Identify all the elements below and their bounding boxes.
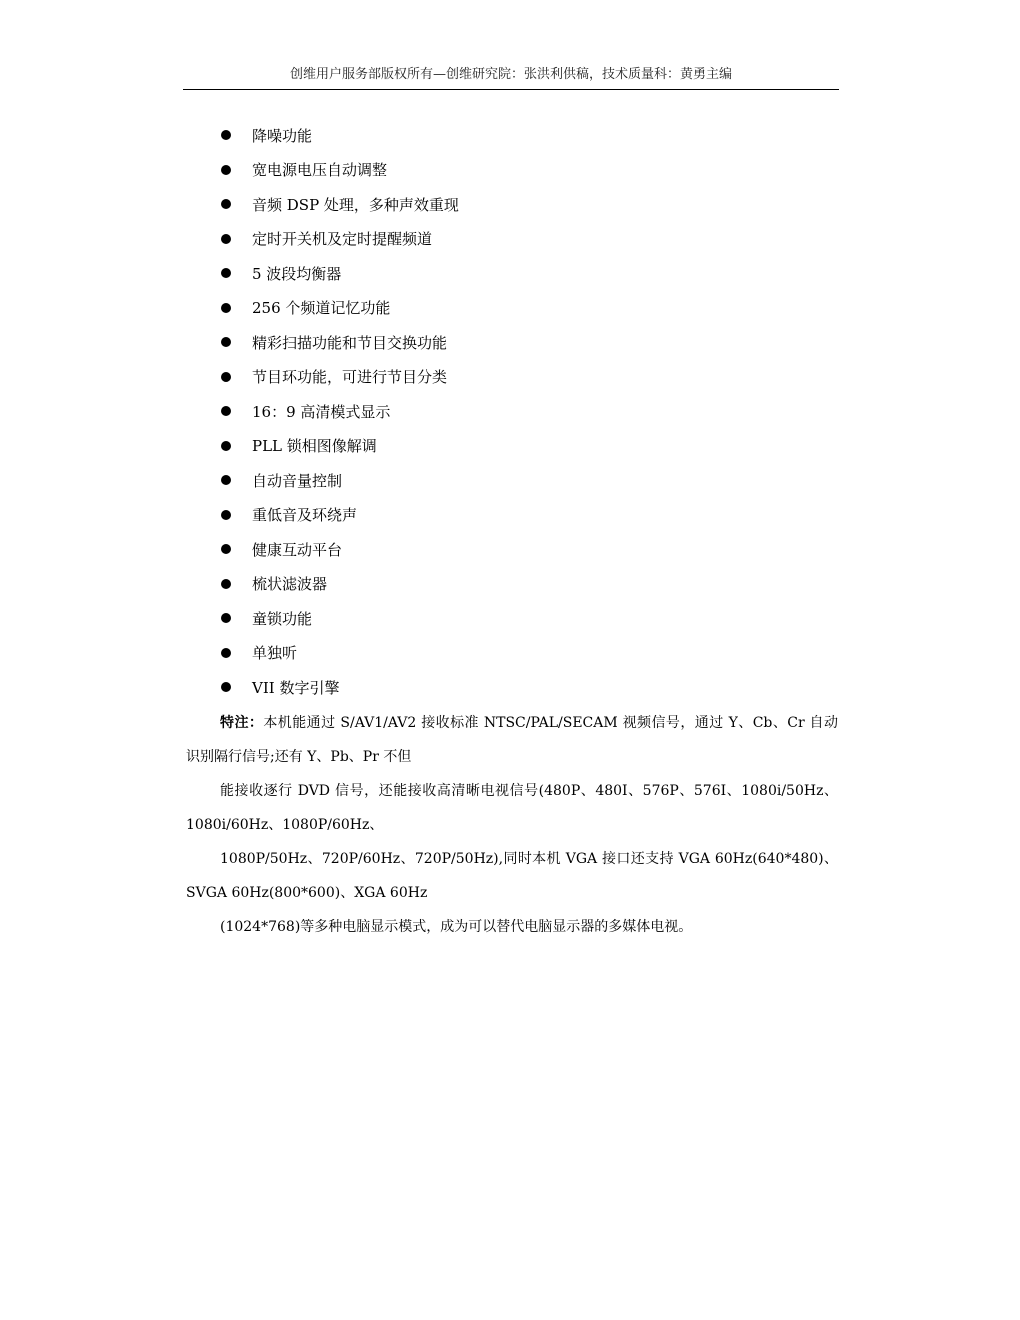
- feature-label: 自动音量控制: [252, 471, 343, 490]
- feature-label: 精彩扫描功能和节目交换功能: [252, 333, 448, 352]
- page-header: [183, 66, 839, 90]
- feature-label: 256 个频道记忆功能: [252, 299, 391, 318]
- list-item: [219, 360, 459, 395]
- note-paragraph: 能接收逐行 DVD 信号，还能接收高清晰电视信号(480P、480I、576P、576I、1080i/50Hz、1080i/60Hz、1080P/60Hz、: [186, 783, 838, 833]
- feature-label: 降噪功能: [252, 126, 313, 145]
- list-item: [219, 291, 459, 326]
- bullet-icon: [221, 544, 231, 554]
- bullet-icon: [221, 337, 231, 347]
- feature-label: 定时开关机及定时提醒频道: [252, 230, 433, 249]
- bullet-icon: [221, 268, 231, 278]
- list-item: [219, 153, 459, 188]
- feature-label: 健康互动平台: [252, 540, 343, 559]
- note-label: 特注：: [220, 715, 264, 731]
- feature-label: 节目环功能，可进行节目分类: [252, 368, 448, 387]
- feature-label: 梳状滤波器: [252, 575, 328, 594]
- bullet-icon: [221, 199, 231, 209]
- bullet-icon: [221, 579, 231, 589]
- special-note: [186, 706, 838, 944]
- list-item: [219, 670, 459, 705]
- note-paragraph: [186, 706, 838, 774]
- note-text: 本机能通过 S/AV1/AV2 接收标准 NTSC/PAL/SECAM 视频信号，通过 Y、Cb、Cr 自动识别隔行信号;还有 Y、Pb、Pr 不但: [186, 715, 838, 765]
- bullet-icon: [221, 303, 231, 313]
- note-paragraph: 1080P/50Hz、720P/60Hz、720P/50Hz),同时本机 VGA 接口还支持 VGA 60Hz(640*480)、SVGA 60Hz(800*600)、XGA 60Hz: [186, 851, 838, 901]
- feature-label: VII 数字引擎: [252, 678, 340, 697]
- list-item: [219, 256, 459, 291]
- page-header-text: 创维用户服务部版权所有—创维研究院：张洪利供稿，技术质量科：黄勇主编: [289, 67, 732, 82]
- feature-list: [219, 118, 459, 705]
- list-item: [219, 118, 459, 153]
- list-item: [219, 187, 459, 222]
- feature-label: 16：9 高清模式显示: [252, 402, 391, 421]
- list-item: [219, 601, 459, 636]
- bullet-icon: [221, 613, 231, 623]
- list-item: [219, 463, 459, 498]
- feature-label: 宽电源电压自动调整: [252, 161, 388, 180]
- bullet-icon: [221, 406, 231, 416]
- list-item: [219, 636, 459, 671]
- bullet-icon: [221, 682, 231, 692]
- feature-label: 单独听: [252, 644, 298, 663]
- list-item: [219, 429, 459, 464]
- list-item: [219, 567, 459, 602]
- bullet-icon: [221, 234, 231, 244]
- list-item: [219, 325, 459, 360]
- feature-label: 重低音及环绕声: [252, 506, 358, 525]
- feature-label: 童锁功能: [252, 609, 313, 628]
- feature-label: PLL 锁相图像解调: [252, 437, 377, 456]
- bullet-icon: [221, 372, 231, 382]
- bullet-icon: [221, 475, 231, 485]
- feature-label: 5 波段均衡器: [252, 264, 342, 283]
- list-item: [219, 394, 459, 429]
- bullet-icon: [221, 441, 231, 451]
- bullet-icon: [221, 648, 231, 658]
- list-item: [219, 532, 459, 567]
- note-paragraph: (1024*768)等多种电脑显示模式，成为可以替代电脑显示器的多媒体电视。: [220, 919, 693, 935]
- feature-label: 音频 DSP 处理，多种声效重现: [252, 195, 459, 214]
- list-item: [219, 222, 459, 257]
- bullet-icon: [221, 130, 231, 140]
- list-item: [219, 498, 459, 533]
- bullet-icon: [221, 165, 231, 175]
- bullet-icon: [221, 510, 231, 520]
